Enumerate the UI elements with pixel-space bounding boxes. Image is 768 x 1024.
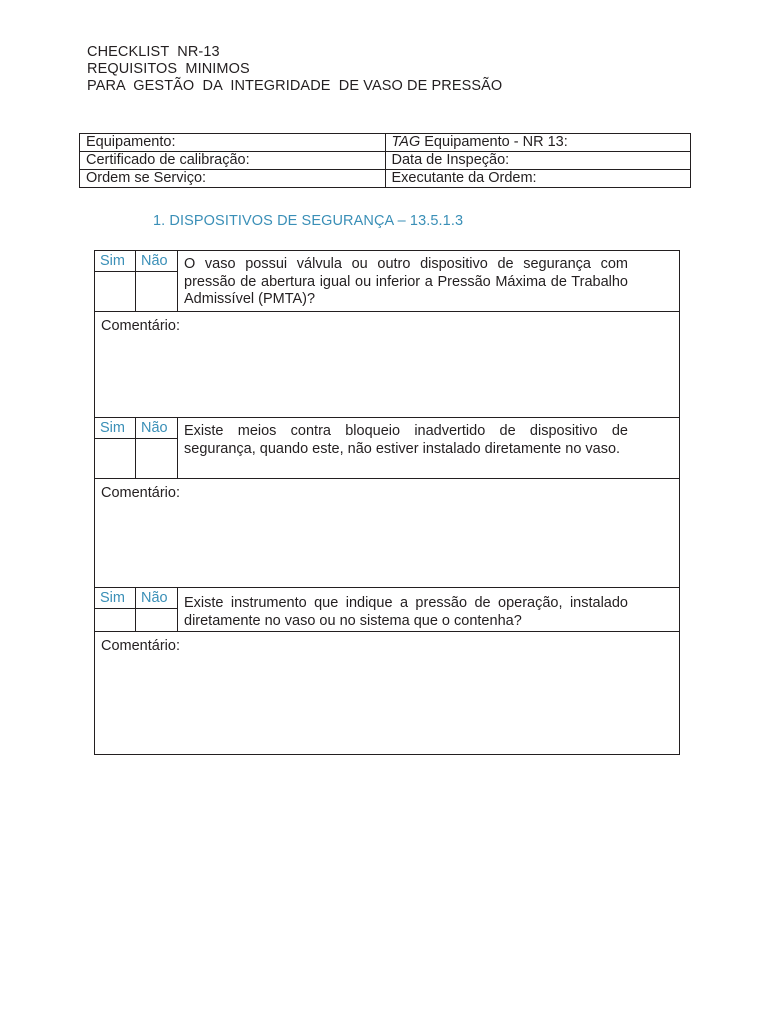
inspection-date-field[interactable]: Data de Inspeção: [385,152,691,170]
table-row [80,134,691,152]
header-subtitle: REQUISITOS MINIMOS [87,61,250,77]
question-text: O vaso possui válvula ou outro dispositivo de segurança com pressão de abertura igual ou inferior a Pressão Máxima de Trabalho Admissível (PMTA)? [184,256,628,307]
question-text: Existe meios contra bloqueio inadvertido de dispositivo de segurança, quando este, não estiver instalado diretamente no vaso. [184,423,628,457]
yes-checkbox[interactable] [95,609,135,631]
tag-label: TAG [391,134,421,150]
no-column [136,588,178,631]
yes-column [95,251,136,311]
no-label: Não [136,418,177,439]
header-title: CHECKLIST NR-13 [87,44,220,60]
yes-column [95,588,136,631]
calibration-certificate-field[interactable]: Certificado de calibração: [80,152,386,170]
table-row [80,170,691,188]
equipment-field[interactable]: Equipamento: [80,134,386,152]
tag-equipment-label: Equipamento - NR 13: [420,134,568,150]
equipment-info-table [79,133,691,188]
yes-column [95,418,136,478]
no-checkbox[interactable] [136,439,177,478]
question-block-1 [94,250,680,418]
comment-field[interactable] [95,632,679,655]
comment-field[interactable] [95,312,679,335]
header-description: PARA GESTÃO DA INTEGRIDADE DE VASO DE PRESSÃO [87,78,503,94]
question-block-3 [94,587,680,755]
comment-label: Comentário: [101,318,180,334]
comment-field[interactable] [95,479,679,502]
no-checkbox[interactable] [136,272,177,311]
section-title: 1. DISPOSITIVOS DE SEGURANÇA – 13.5.1.3 [153,213,464,229]
document-header [87,44,502,95]
question-row [95,588,679,632]
question-block-2 [94,417,680,588]
yes-checkbox[interactable] [95,439,135,478]
no-checkbox[interactable] [136,609,177,631]
order-executor-field[interactable]: Executante da Ordem: [385,170,691,188]
no-column [136,251,178,311]
question-text: Existe instrumento que indique a pressão de operação, instalado diretamente no vaso ou no sistema que o contenha? [184,595,628,629]
no-label: Não [136,588,177,609]
comment-label: Comentário: [101,638,180,654]
comment-label: Comentário: [101,485,180,501]
yes-label: Sim [95,418,135,439]
question-row [95,418,679,479]
tag-equipment-field[interactable] [385,134,691,152]
table-row [80,152,691,170]
question-row [95,251,679,312]
no-column [136,418,178,478]
yes-label: Sim [95,251,135,272]
no-label: Não [136,251,177,272]
yes-label: Sim [95,588,135,609]
service-order-field[interactable]: Ordem se Serviço: [80,170,386,188]
yes-checkbox[interactable] [95,272,135,311]
